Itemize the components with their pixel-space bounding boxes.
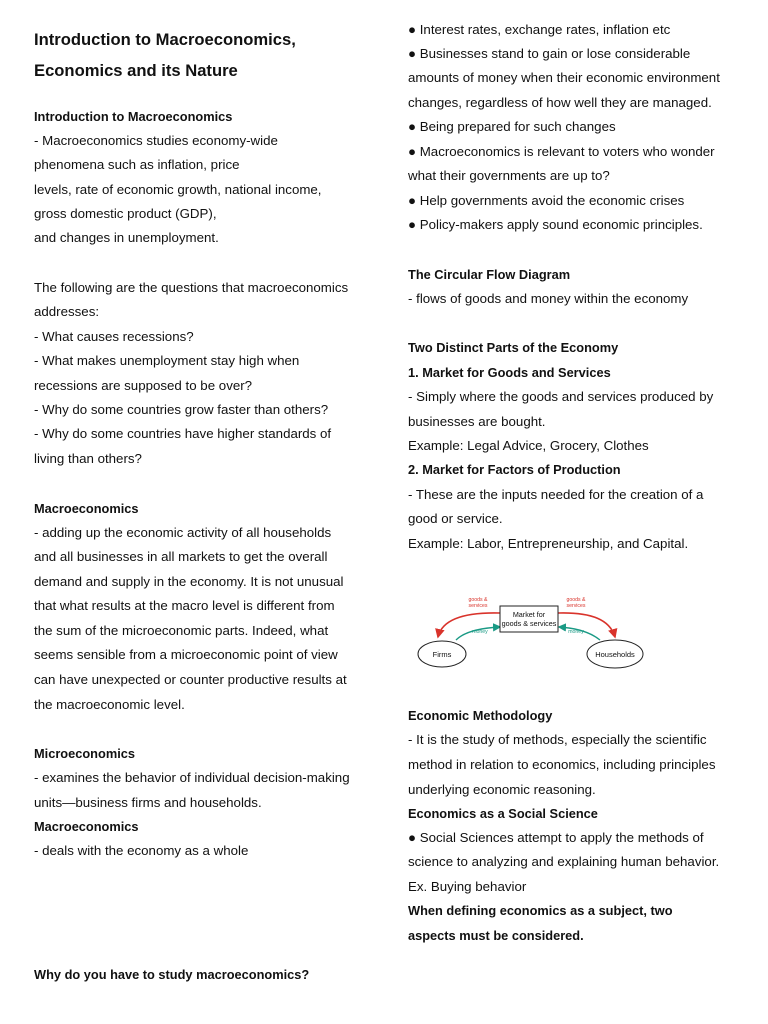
left-text-line: phenomena such as inflation, price xyxy=(34,157,240,172)
left-text-line: seems sensible from a microeconomic point of view xyxy=(34,647,338,662)
right-text-line: underlying economic reasoning. xyxy=(408,782,596,797)
right-text-line: Ex. Buying behavior xyxy=(408,879,527,894)
goods-services-label-right-2: services xyxy=(566,603,586,609)
left-text-line: - What makes unemployment stay high when xyxy=(34,353,300,368)
goods-flow-arrow-right xyxy=(558,613,615,637)
left-text-line: levels, rate of economic growth, national income, xyxy=(34,182,322,197)
left-text-line: recessions are supposed to be over? xyxy=(34,378,253,393)
firms-label: Firms xyxy=(432,650,452,659)
left-text-line: units—business firms and households. xyxy=(34,795,262,810)
right-text-line: businesses are bought. xyxy=(408,414,546,429)
goods-flow-arrow-left xyxy=(438,613,500,637)
goods-services-label-left-1: goods & xyxy=(468,597,488,603)
right-heading-line: 1. Market for Goods and Services xyxy=(408,365,611,380)
right-text-line: - flows of goods and money within the economy xyxy=(408,291,689,306)
left-text-line: living than others? xyxy=(34,451,142,466)
right-text-line: ● Policy-makers apply sound economic principles. xyxy=(408,217,703,232)
money-label-right: money xyxy=(568,629,584,635)
left-text-line: - Macroeconomics studies economy-wide xyxy=(34,133,278,148)
right-text-line: what their governments are up to? xyxy=(408,168,610,183)
market-box-label-2: goods & services xyxy=(501,619,557,628)
left-text-line: - Why do some countries have higher standards of xyxy=(34,426,332,441)
left-text-line: demand and supply in the economy. It is not unusual xyxy=(34,574,344,589)
left-text-line: - adding up the economic activity of all households xyxy=(34,525,332,540)
households-label: Households xyxy=(595,650,635,659)
right-text-line: ● Being prepared for such changes xyxy=(408,119,616,134)
left-text-line: that what results at the macro level is different from xyxy=(34,598,335,613)
right-text-line: amounts of money when their economic environment xyxy=(408,70,720,85)
right-text-line: changes, regardless of how well they are managed. xyxy=(408,95,712,110)
right-text-line: method in relation to economics, including principles xyxy=(408,757,716,772)
left-text-line: the sum of the microeconomic parts. Indeed, what xyxy=(34,623,329,638)
right-heading-line: aspects must be considered. xyxy=(408,928,584,943)
right-heading-line: Two Distinct Parts of the Economy xyxy=(408,340,619,355)
left-heading-line: Why do you have to study macroeconomics? xyxy=(34,967,310,982)
left-text-line: - Why do some countries grow faster than others? xyxy=(34,402,329,417)
circular-flow-diagram xyxy=(412,590,646,674)
right-heading-line: The Circular Flow Diagram xyxy=(408,267,571,282)
left-heading-line: Microeconomics xyxy=(34,746,135,761)
right-text-line: ● Social Sciences attempt to apply the methods of xyxy=(408,830,704,845)
right-text-line: Example: Legal Advice, Grocery, Clothes xyxy=(408,438,649,453)
right-text-line: ● Interest rates, exchange rates, inflation etc xyxy=(408,22,671,37)
right-heading-line: When defining economics as a subject, two xyxy=(408,903,673,918)
right-text-line: - It is the study of methods, especially the scientific xyxy=(408,732,707,747)
right-text-line: - Simply where the goods and services produced by xyxy=(408,389,714,404)
left-heading-line: Macroeconomics xyxy=(34,819,139,834)
right-text-line: - These are the inputs needed for the creation of a xyxy=(408,487,704,502)
right-text-line: Example: Labor, Entrepreneurship, and Capital. xyxy=(408,536,689,551)
left-heading-line: Macroeconomics xyxy=(34,501,139,516)
money-label-left: money xyxy=(472,629,488,635)
left-text-line: can have unexpected or counter productive results at xyxy=(34,672,347,687)
left-text-line: the macroeconomic level. xyxy=(34,697,185,712)
left-heading-line: Introduction to Macroeconomics xyxy=(34,109,233,124)
right-heading-line: Economics as a Social Science xyxy=(408,806,598,821)
left-text-line: gross domestic product (GDP), xyxy=(34,206,217,221)
left-text-line: and all businesses in all markets to get the overall xyxy=(34,549,328,564)
right-heading-line: Economic Methodology xyxy=(408,708,553,723)
left-text-line: and changes in unemployment. xyxy=(34,230,219,245)
right-text-line: science to analyzing and explaining human behavior. xyxy=(408,854,720,869)
right-text-line: ● Businesses stand to gain or lose considerable xyxy=(408,46,691,61)
left-text-line: - examines the behavior of individual decision-making xyxy=(34,770,350,785)
right-text-line: ● Help governments avoid the economic crises xyxy=(408,193,685,208)
left-text-line: The following are the questions that macroeconomics xyxy=(34,280,349,295)
left-text-line: addresses: xyxy=(34,304,100,319)
document-title-line-2: Economics and its Nature xyxy=(34,61,238,80)
right-text-line: ● Macroeconomics is relevant to voters who wonder xyxy=(408,144,715,159)
market-box-label-1: Market for xyxy=(512,610,546,619)
goods-services-label-right-1: goods & xyxy=(566,597,586,603)
right-text-line: good or service. xyxy=(408,511,503,526)
left-text-line: - deals with the economy as a whole xyxy=(34,843,249,858)
document-title-line-1: Introduction to Macroeconomics, xyxy=(34,30,296,49)
right-heading-line: 2. Market for Factors of Production xyxy=(408,462,621,477)
goods-services-label-left-2: services xyxy=(468,603,488,609)
left-text-line: - What causes recessions? xyxy=(34,329,194,344)
